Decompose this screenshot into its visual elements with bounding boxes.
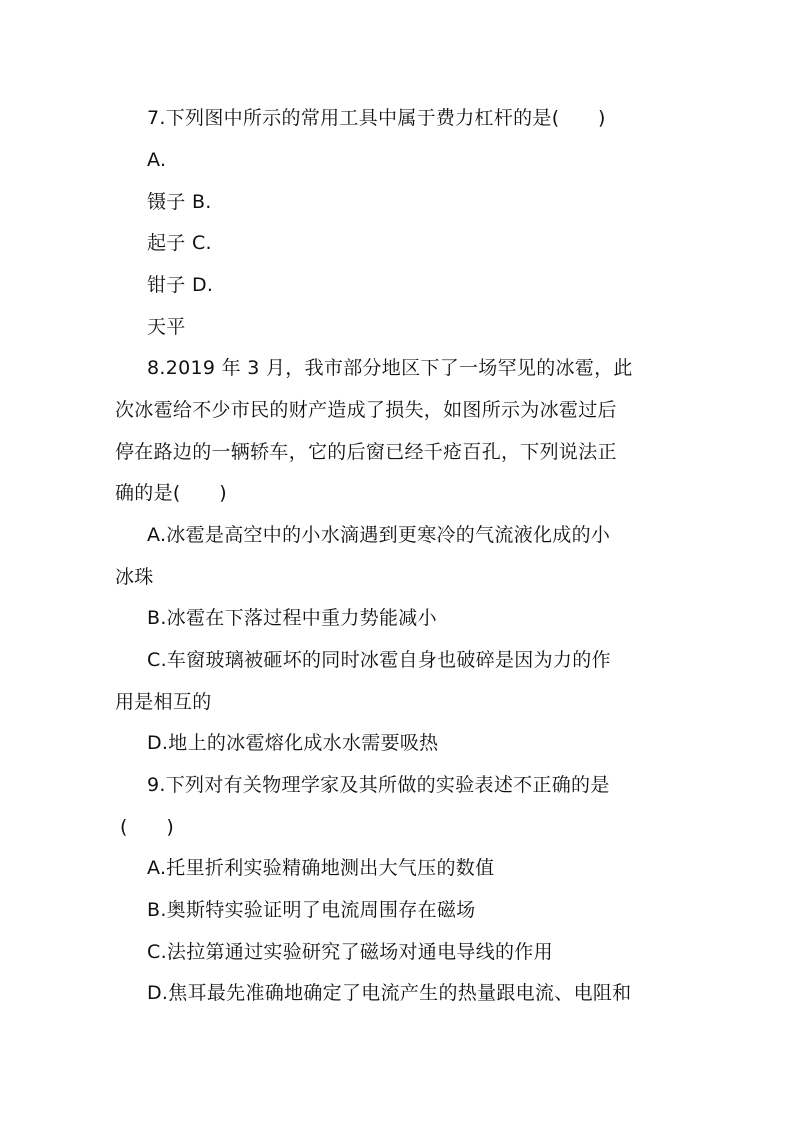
question-8-stem-line-2: 次冰雹给不少市民的财产造成了损失，如图所示为冰雹过后 [115, 399, 617, 421]
question-8-stem-line-3: 停在路边的一辆轿车，它的后窗已经千疮百孔，下列说法正 [115, 441, 617, 463]
question-9-stem-line-1: 9.下列对有关物理学家及其所做的实验表述不正确的是 [147, 774, 610, 796]
question-8-option-b: B.冰雹在下落过程中重力势能减小 [147, 607, 437, 629]
question-8-option-a-line-1: A.冰雹是高空中的小水滴遇到更寒冷的气流液化成的小 [147, 524, 611, 546]
question-8-stem-line-1: 8.2019 年 3 月，我市部分地区下了一场罕见的冰雹，此 [147, 357, 633, 379]
question-8-option-c-line-2: 用是相互的 [115, 691, 212, 713]
question-9-option-c: C.法拉第通过实验研究了磁场对通电导线的作用 [147, 941, 553, 963]
question-8-stem-line-4: 确的是( ) [115, 482, 227, 504]
question-7-option-a-text: 镊子 B. [147, 191, 212, 213]
question-8-option-c-line-1: C.车窗玻璃被砸坏的同时冰雹自身也破碎是因为力的作 [147, 649, 611, 671]
question-7-option-b-text: 起子 C. [147, 232, 212, 254]
question-9-stem-line-2: ( ) [120, 816, 175, 838]
question-7-option-a-label: A. [147, 149, 167, 171]
question-9-option-b: B.奥斯特实验证明了电流周围存在磁场 [147, 899, 476, 921]
question-9-option-a: A.托里折利实验精确地测出大气压的数值 [147, 857, 495, 879]
question-9-option-d-line-1: D.焦耳最先准确地确定了电流产生的热量跟电流、电阻和 [147, 982, 632, 1004]
question-7-stem: 7.下列图中所示的常用工具中属于费力杠杆的是( ) [147, 107, 606, 129]
question-7-option-d-text: 天平 [147, 316, 186, 338]
question-8-option-a-line-2: 冰珠 [115, 566, 154, 588]
question-7-option-c-text: 钳子 D. [147, 274, 214, 296]
question-8-option-d: D.地上的冰雹熔化成水水需要吸热 [147, 732, 439, 754]
